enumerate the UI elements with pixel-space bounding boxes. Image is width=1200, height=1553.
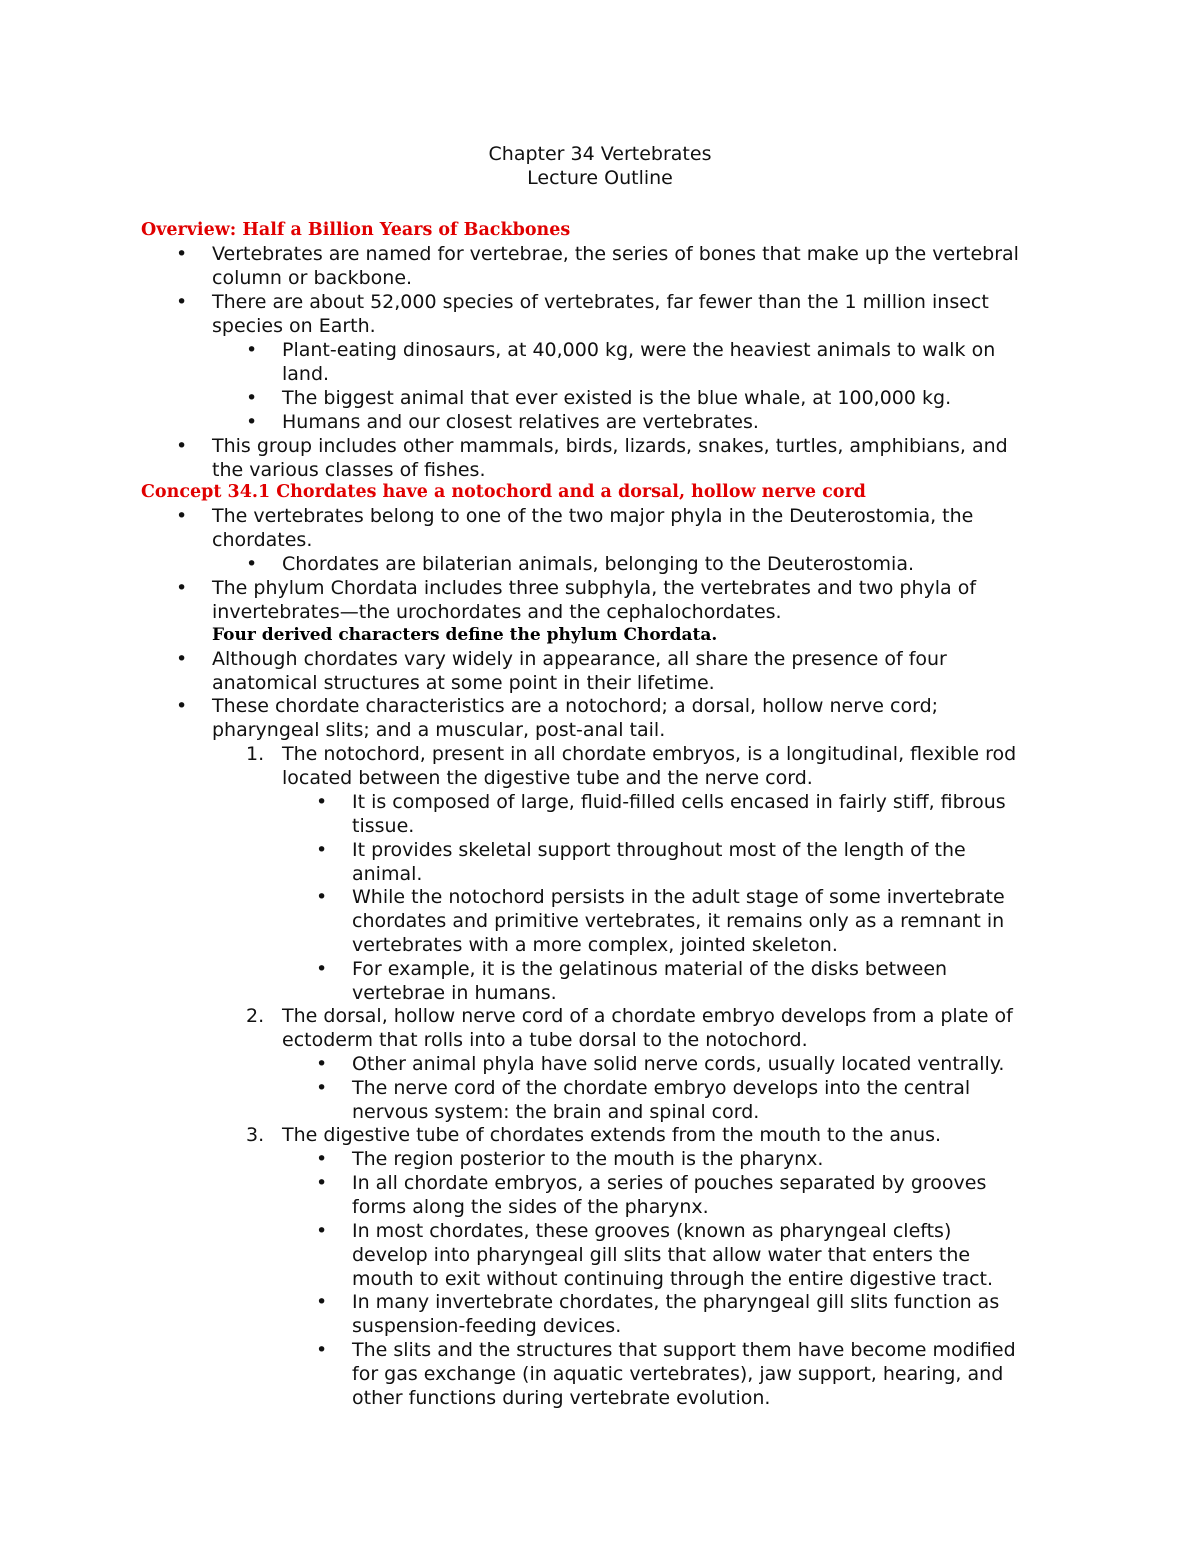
- list-item-line: anatomical structures at some point in their lifetime.: [212, 672, 715, 694]
- list-item-line: The vertebrates belong to one of the two major phyla in the Deuterostomia, the: [212, 505, 974, 527]
- list-item-line: vertebrae in humans.: [352, 982, 557, 1004]
- list-item-line: In many invertebrate chordates, the pharyngeal gill slits function as: [352, 1291, 1000, 1313]
- list-item-line: Although chordates vary widely in appearance, all share the presence of four: [212, 648, 947, 670]
- bullet-icon: •: [316, 1172, 328, 1194]
- list-item-line: suspension-feeding devices.: [352, 1315, 622, 1337]
- bullet-icon: •: [176, 648, 188, 670]
- overview-heading: Overview: Half a Billion Years of Backbones: [141, 220, 571, 240]
- document-title: Chapter 34 Vertebrates: [488, 143, 712, 165]
- list-item-line: Chordates are bilaterian animals, belonging to the Deuterostomia.: [282, 553, 915, 575]
- list-item-line: The phylum Chordata includes three subphyla, the vertebrates and two phyla of: [212, 577, 977, 599]
- list-item-line: These chordate characteristics are a notochord; a dorsal, hollow nerve cord;: [212, 695, 939, 717]
- list-item-line: The biggest animal that ever existed is the blue whale, at 100,000 kg.: [282, 387, 952, 409]
- list-item-line: vertebrates with a more complex, jointed skeleton.: [352, 934, 838, 956]
- list-item-line: Vertebrates are named for vertebrae, the series of bones that make up the vertebral: [212, 243, 1019, 265]
- list-item-line: develop into pharyngeal gill slits that allow water that enters the: [352, 1244, 971, 1266]
- bullet-icon: •: [316, 1220, 328, 1242]
- list-item-line: for gas exchange (in aquatic vertebrates), jaw support, hearing, and: [352, 1363, 1004, 1385]
- bullet-icon: •: [316, 791, 328, 813]
- list-item-line: This group includes other mammals, birds, lizards, snakes, turtles, amphibians, and: [212, 435, 1008, 457]
- list-item-line: the various classes of fishes.: [212, 459, 486, 481]
- bullet-icon: •: [246, 553, 258, 575]
- list-item-line: invertebrates—the urochordates and the cephalochordates.: [212, 601, 782, 623]
- list-item-line: In all chordate embryos, a series of pouches separated by grooves: [352, 1172, 987, 1194]
- bullet-icon: •: [176, 695, 188, 717]
- bullet-icon: •: [246, 339, 258, 361]
- list-item-line: The nerve cord of the chordate embryo develops into the central: [352, 1077, 971, 1099]
- bullet-icon: •: [176, 577, 188, 599]
- bullet-icon: •: [316, 1339, 328, 1361]
- bullet-icon: •: [246, 387, 258, 409]
- list-item-line: located between the digestive tube and the nerve cord.: [282, 767, 813, 789]
- list-item-line: Humans and our closest relatives are vertebrates.: [282, 411, 759, 433]
- concept-subheading: Four derived characters define the phylum Chordata.: [212, 625, 718, 645]
- list-number: 1.: [246, 743, 265, 765]
- list-item-line: While the notochord persists in the adult stage of some invertebrate: [352, 886, 1005, 908]
- list-item-line: The dorsal, hollow nerve cord of a chordate embryo develops from a plate of: [282, 1005, 1013, 1027]
- list-item-line: tissue.: [352, 815, 415, 837]
- list-item-line: It is composed of large, fluid-filled cells encased in fairly stiff, fibrous: [352, 791, 1006, 813]
- bullet-icon: •: [316, 958, 328, 980]
- list-item-line: It provides skeletal support throughout most of the length of the: [352, 839, 966, 861]
- list-item-line: mouth to exit without continuing through the entire digestive tract.: [352, 1268, 994, 1290]
- document-subtitle: Lecture Outline: [527, 167, 673, 189]
- list-item-line: pharyngeal slits; and a muscular, post-anal tail.: [212, 719, 666, 741]
- bullet-icon: •: [316, 1053, 328, 1075]
- list-item-line: The digestive tube of chordates extends from the mouth to the anus.: [282, 1124, 942, 1146]
- list-item-line: land.: [282, 363, 330, 385]
- list-item-line: species on Earth.: [212, 315, 376, 337]
- bullet-icon: •: [316, 886, 328, 908]
- list-item-line: nervous system: the brain and spinal cord.: [352, 1101, 760, 1123]
- list-item-line: The notochord, present in all chordate embryos, is a longitudinal, flexible rod: [282, 743, 1017, 765]
- list-item-line: forms along the sides of the pharynx.: [352, 1196, 709, 1218]
- list-number: 2.: [246, 1005, 265, 1027]
- list-item-line: ectoderm that rolls into a tube dorsal to the notochord.: [282, 1029, 808, 1051]
- bullet-icon: •: [316, 1077, 328, 1099]
- list-item-line: The region posterior to the mouth is the pharynx.: [352, 1148, 824, 1170]
- list-item-line: There are about 52,000 species of vertebrates, far fewer than the 1 million insect: [212, 291, 989, 313]
- list-item-line: In most chordates, these grooves (known as pharyngeal clefts): [352, 1220, 952, 1242]
- bullet-icon: •: [316, 1291, 328, 1313]
- bullet-icon: •: [176, 243, 188, 265]
- bullet-icon: •: [316, 1148, 328, 1170]
- list-number: 3.: [246, 1124, 265, 1146]
- list-item-line: animal.: [352, 863, 423, 885]
- list-item-line: Plant-eating dinosaurs, at 40,000 kg, were the heaviest animals to walk on: [282, 339, 996, 361]
- list-item-line: other functions during vertebrate evolution.: [352, 1387, 771, 1409]
- list-item-line: For example, it is the gelatinous material of the disks between: [352, 958, 948, 980]
- concept-heading: Concept 34.1 Chordates have a notochord and a dorsal, hollow nerve cord: [141, 482, 866, 502]
- bullet-icon: •: [176, 435, 188, 457]
- bullet-icon: •: [176, 291, 188, 313]
- bullet-icon: •: [176, 505, 188, 527]
- list-item-line: chordates and primitive vertebrates, it remains only as a remnant in: [352, 910, 1005, 932]
- list-item-line: The slits and the structures that support them have become modified: [352, 1339, 1016, 1361]
- bullet-icon: •: [246, 411, 258, 433]
- bullet-icon: •: [316, 839, 328, 861]
- list-item-line: column or backbone.: [212, 267, 413, 289]
- list-item-line: chordates.: [212, 529, 313, 551]
- list-item-line: Other animal phyla have solid nerve cords, usually located ventrally.: [352, 1053, 1005, 1075]
